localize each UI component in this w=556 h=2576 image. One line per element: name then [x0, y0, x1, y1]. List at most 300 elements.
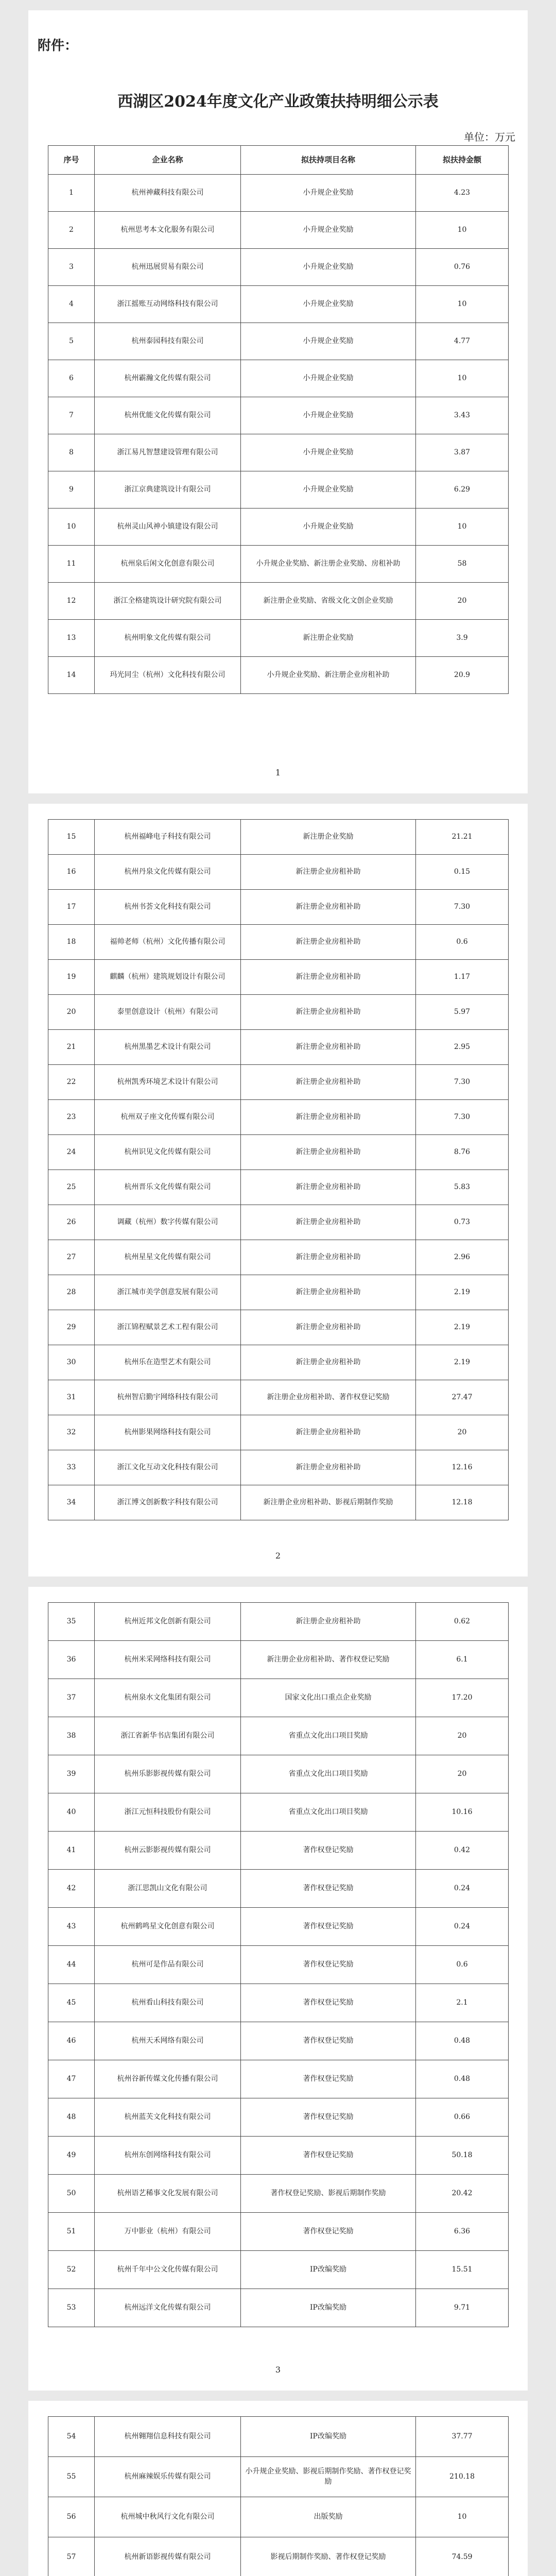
amount: 6.1: [416, 1641, 509, 1679]
table-body: [48, 175, 509, 694]
document-title: 西湖区2024年度文化产业政策扶持明细公示表: [117, 93, 439, 111]
row-number: 55: [48, 2457, 95, 2497]
company-name: 泰里创意设计（杭州）有限公司: [95, 995, 241, 1030]
amount: 7.30: [416, 890, 509, 925]
page-number: 2: [275, 1551, 281, 1561]
company-name: 杭州东创网络科技有限公司: [95, 2137, 241, 2175]
row-number: 4: [48, 286, 95, 323]
amount: 15.51: [416, 2251, 509, 2289]
project-name: 著作权登记奖励: [241, 2213, 416, 2251]
amount: 12.16: [416, 1450, 509, 1485]
amount: 6.29: [416, 471, 509, 509]
company-name: 浙江文化互动文化科技有限公司: [95, 1450, 241, 1485]
page-2: [28, 804, 528, 1577]
amount: 0.42: [416, 1832, 509, 1870]
amount: 4.23: [416, 175, 509, 212]
company-name: 杭州双子座文化传媒有限公司: [95, 1100, 241, 1135]
company-name: 杭州书荟文化科技有限公司: [95, 890, 241, 925]
table-row: [48, 855, 509, 890]
row-number: 53: [48, 2289, 95, 2327]
company-name: 杭州麻辣娱乐传媒有限公司: [95, 2457, 241, 2497]
table-row: [48, 1170, 509, 1205]
project-name: 新注册企业房租补助、影视后期制作奖励: [241, 1485, 416, 1520]
project-name: 小升规企业奖励: [241, 434, 416, 471]
amount: 0.15: [416, 855, 509, 890]
table-row: [48, 620, 509, 657]
row-number: 23: [48, 1100, 95, 1135]
company-name: 杭州翱翔信息科技有限公司: [95, 2417, 241, 2457]
amount: 7.30: [416, 1065, 509, 1100]
amount: 50.18: [416, 2137, 509, 2175]
row-number: 31: [48, 1380, 95, 1415]
table-row: [48, 1415, 509, 1450]
amount: 0.66: [416, 2098, 509, 2137]
project-name: 影视后期制作奖励、著作权登记奖励: [241, 2537, 416, 2576]
project-name: 小升规企业奖励、新注册企业房租补助: [241, 657, 416, 694]
table-body: [48, 820, 509, 1520]
amount: 20: [416, 1717, 509, 1755]
project-name: 小升规企业奖励: [241, 212, 416, 249]
project-name: 著作权登记奖励、影视后期制作奖励: [241, 2175, 416, 2213]
project-name: 新注册企业房租补助、著作权登记奖励: [241, 1380, 416, 1415]
amount: 2.96: [416, 1240, 509, 1275]
row-number: 26: [48, 1205, 95, 1240]
project-name: 新注册企业房租补助: [241, 1065, 416, 1100]
project-name: 省重点文化出口项目奖励: [241, 1755, 416, 1793]
amount: 10: [416, 212, 509, 249]
table-row: [48, 657, 509, 694]
project-name: 出版奖励: [241, 2497, 416, 2537]
project-name: 著作权登记奖励: [241, 2098, 416, 2137]
table-row: [48, 2060, 509, 2098]
table-row: [48, 1641, 509, 1679]
project-name: 新注册企业房租补助: [241, 1030, 416, 1065]
company-name: 浙江元恒科技股份有限公司: [95, 1793, 241, 1832]
amount: 20: [416, 1755, 509, 1793]
company-name: 杭州看山科技有限公司: [95, 1984, 241, 2022]
header-company: 企业名称: [95, 146, 241, 175]
table-row: [48, 1908, 509, 1946]
amount: 5.97: [416, 995, 509, 1030]
row-number: 51: [48, 2213, 95, 2251]
project-name: 省重点文化出口项目奖励: [241, 1793, 416, 1832]
project-name: 新注册企业奖励、省级文化文创企业奖励: [241, 583, 416, 620]
row-number: 22: [48, 1065, 95, 1100]
company-name: 杭州凯秀环境艺术设计有限公司: [95, 1065, 241, 1100]
row-number: 47: [48, 2060, 95, 2098]
company-name: 杭州星星文化传媒有限公司: [95, 1240, 241, 1275]
table-header-row: [48, 146, 509, 175]
amount: 7.30: [416, 1100, 509, 1135]
project-name: 著作权登记奖励: [241, 1870, 416, 1908]
company-name: 杭州新语影视传媒有限公司: [95, 2537, 241, 2576]
row-number: 13: [48, 620, 95, 657]
row-number: 54: [48, 2417, 95, 2457]
table-row: [48, 1135, 509, 1170]
amount: 210.18: [416, 2457, 509, 2497]
table-row: [48, 1380, 509, 1415]
row-number: 12: [48, 583, 95, 620]
company-name: 浙江城市美学创意发展有限公司: [95, 1275, 241, 1310]
table-row: [48, 1485, 509, 1520]
table-row: [48, 1205, 509, 1240]
project-name: 著作权登记奖励: [241, 2137, 416, 2175]
row-number: 9: [48, 471, 95, 509]
amount: 27.47: [416, 1380, 509, 1415]
amount: 8.76: [416, 1135, 509, 1170]
amount: 58: [416, 546, 509, 583]
amount: 0.73: [416, 1205, 509, 1240]
amount: 0.6: [416, 1946, 509, 1984]
row-number: 15: [48, 820, 95, 855]
row-number: 14: [48, 657, 95, 694]
project-name: 新注册企业房租补助: [241, 1275, 416, 1310]
amount: 0.76: [416, 249, 509, 286]
row-number: 25: [48, 1170, 95, 1205]
row-number: 45: [48, 1984, 95, 2022]
row-number: 34: [48, 1485, 95, 1520]
table-row: [48, 2417, 509, 2457]
amount: 9.71: [416, 2289, 509, 2327]
company-name: 杭州优能文化传媒有限公司: [95, 397, 241, 434]
amount: 17.20: [416, 1679, 509, 1717]
table-row: [48, 1717, 509, 1755]
project-name: 著作权登记奖励: [241, 1832, 416, 1870]
project-name: 新注册企业房租补助: [241, 925, 416, 960]
company-name: 杭州智启勤宇网络科技有限公司: [95, 1380, 241, 1415]
company-name: 杭州可是作品有限公司: [95, 1946, 241, 1984]
page-3: [28, 1587, 528, 2391]
table-row: [48, 323, 509, 360]
project-name: 著作权登记奖励: [241, 1908, 416, 1946]
amount: 2.95: [416, 1030, 509, 1065]
table-row: [48, 1870, 509, 1908]
table-body: [48, 2417, 509, 2576]
row-number: 57: [48, 2537, 95, 2576]
table-row: [48, 890, 509, 925]
company-name: 杭州霸瀚文化传媒有限公司: [95, 360, 241, 397]
company-name: 杭州晋乐文化传媒有限公司: [95, 1170, 241, 1205]
amount: 12.18: [416, 1485, 509, 1520]
table-row: [48, 925, 509, 960]
company-name: 杭州远洋文化传媒有限公司: [95, 2289, 241, 2327]
amount: 2.19: [416, 1275, 509, 1310]
company-name: 杭州泉水文化集团有限公司: [95, 1679, 241, 1717]
company-name: 杭州乐影影视传媒有限公司: [95, 1755, 241, 1793]
amount: 20: [416, 583, 509, 620]
row-number: 41: [48, 1832, 95, 1870]
project-name: 小升规企业奖励、新注册企业奖励、房租补助: [241, 546, 416, 583]
amount: 0.24: [416, 1908, 509, 1946]
company-name: 杭州迅展贸易有限公司: [95, 249, 241, 286]
project-name: IP改编奖励: [241, 2417, 416, 2457]
subsidy-table-page-4: [48, 2416, 509, 2576]
row-number: 10: [48, 509, 95, 546]
project-name: 小升规企业奖励: [241, 397, 416, 434]
row-number: 8: [48, 434, 95, 471]
row-number: 28: [48, 1275, 95, 1310]
table-row: [48, 2251, 509, 2289]
company-name: 浙江锦程赋景艺术工程有限公司: [95, 1310, 241, 1345]
company-name: 浙江全格建筑设计研究院有限公司: [95, 583, 241, 620]
company-name: 杭州千年中公文化传媒有限公司: [95, 2251, 241, 2289]
table-row: [48, 2175, 509, 2213]
project-name: 著作权登记奖励: [241, 1984, 416, 2022]
company-name: 杭州黑墨艺术设计有限公司: [95, 1030, 241, 1065]
company-name: 杭州识见文化传媒有限公司: [95, 1135, 241, 1170]
project-name: 新注册企业房租补助: [241, 1415, 416, 1450]
amount: 4.77: [416, 323, 509, 360]
table-row: [48, 1603, 509, 1641]
amount: 10: [416, 2497, 509, 2537]
table-row: [48, 2213, 509, 2251]
table-row: [48, 820, 509, 855]
row-number: 24: [48, 1135, 95, 1170]
row-number: 40: [48, 1793, 95, 1832]
page-4: [28, 2401, 528, 2576]
row-number: 39: [48, 1755, 95, 1793]
amount: 3.43: [416, 397, 509, 434]
company-name: 杭州语艺稀事文化发展有限公司: [95, 2175, 241, 2213]
table-row: [48, 1310, 509, 1345]
table-row: [48, 509, 509, 546]
company-name: 杭州丹泉文化传媒有限公司: [95, 855, 241, 890]
company-name: 浙江摇账互动网络科技有限公司: [95, 286, 241, 323]
amount: 0.48: [416, 2022, 509, 2060]
company-name: 麒麟（杭州）建筑规划设计有限公司: [95, 960, 241, 995]
subsidy-table-page-1: [48, 145, 509, 694]
table-row: [48, 212, 509, 249]
table-row: [48, 2497, 509, 2537]
company-name: 杭州福峰电子科技有限公司: [95, 820, 241, 855]
company-name: 浙江思凯山文化有限公司: [95, 1870, 241, 1908]
project-name: 新注册企业奖励: [241, 820, 416, 855]
table-row: [48, 1946, 509, 1984]
company-name: 杭州神藏科技有限公司: [95, 175, 241, 212]
company-name: 杭州乐在造型艺术有限公司: [95, 1345, 241, 1380]
project-name: 新注册企业房租补助: [241, 855, 416, 890]
project-name: 小升规企业奖励: [241, 249, 416, 286]
table-row: [48, 1030, 509, 1065]
amount: 1.17: [416, 960, 509, 995]
amount: 2.1: [416, 1984, 509, 2022]
row-number: 36: [48, 1641, 95, 1679]
amount: 3.9: [416, 620, 509, 657]
company-name: 杭州米采网络科技有限公司: [95, 1641, 241, 1679]
row-number: 42: [48, 1870, 95, 1908]
page-1: [28, 10, 528, 793]
company-name: 浙江博文创新数字科技有限公司: [95, 1485, 241, 1520]
company-name: 杭州鹤鸣星文化创意有限公司: [95, 1908, 241, 1946]
company-name: 杭州天禾网络有限公司: [95, 2022, 241, 2060]
row-number: 2: [48, 212, 95, 249]
header-amount: 拟扶持金额: [416, 146, 509, 175]
project-name: 新注册企业房租补助: [241, 1345, 416, 1380]
row-number: 19: [48, 960, 95, 995]
table-row: [48, 995, 509, 1030]
table-row: [48, 546, 509, 583]
project-name: 小升规企业奖励: [241, 286, 416, 323]
amount: 10: [416, 509, 509, 546]
amount: 5.83: [416, 1170, 509, 1205]
amount: 6.36: [416, 2213, 509, 2251]
header-project: 拟扶持项目名称: [241, 146, 416, 175]
project-name: 新注册企业房租补助: [241, 1603, 416, 1641]
table-row: [48, 583, 509, 620]
company-name: 玛光同尘（杭州）文化科技有限公司: [95, 657, 241, 694]
amount: 0.48: [416, 2060, 509, 2098]
table-row: [48, 286, 509, 323]
project-name: 著作权登记奖励: [241, 1946, 416, 1984]
project-name: 著作权登记奖励: [241, 2022, 416, 2060]
table-row: [48, 1065, 509, 1100]
row-number: 3: [48, 249, 95, 286]
table-row: [48, 471, 509, 509]
company-name: 浙江京典建筑设计有限公司: [95, 471, 241, 509]
subsidy-table-page-2: [48, 819, 509, 1520]
table-row: [48, 397, 509, 434]
project-name: 小升规企业奖励: [241, 175, 416, 212]
project-name: 新注册企业房租补助: [241, 1100, 416, 1135]
table-row: [48, 360, 509, 397]
table-row: [48, 1679, 509, 1717]
page-number: 1: [275, 768, 281, 777]
project-name: 国家文化出口重点企业奖励: [241, 1679, 416, 1717]
row-number: 30: [48, 1345, 95, 1380]
project-name: 小升规企业奖励: [241, 509, 416, 546]
table-row: [48, 1755, 509, 1793]
table-row: [48, 2537, 509, 2576]
amount: 0.24: [416, 1870, 509, 1908]
row-number: 1: [48, 175, 95, 212]
row-number: 5: [48, 323, 95, 360]
company-name: 杭州思考本文化服务有限公司: [95, 212, 241, 249]
project-name: 新注册企业房租补助: [241, 1450, 416, 1485]
row-number: 56: [48, 2497, 95, 2537]
table-row: [48, 1345, 509, 1380]
row-number: 46: [48, 2022, 95, 2060]
amount: 0.62: [416, 1603, 509, 1641]
row-number: 17: [48, 890, 95, 925]
company-name: 杭州泰园科技有限公司: [95, 323, 241, 360]
attachment-label: 附件：: [38, 38, 78, 54]
table-row: [48, 175, 509, 212]
amount: 2.19: [416, 1345, 509, 1380]
company-name: 杭州云影影视传媒有限公司: [95, 1832, 241, 1870]
subsidy-table-page-3: [48, 1602, 509, 2327]
project-name: 小升规企业奖励: [241, 471, 416, 509]
project-name: 新注册企业房租补助: [241, 890, 416, 925]
company-name: 杭州影果网络科技有限公司: [95, 1415, 241, 1450]
table-row: [48, 1832, 509, 1870]
row-number: 44: [48, 1946, 95, 1984]
row-number: 50: [48, 2175, 95, 2213]
project-name: IP改编奖励: [241, 2289, 416, 2327]
table-row: [48, 1793, 509, 1832]
project-name: IP改编奖励: [241, 2251, 416, 2289]
project-name: 新注册企业房租补助: [241, 960, 416, 995]
project-name: 小升规企业奖励、影视后期制作奖励、著作权登记奖励: [241, 2457, 416, 2497]
amount: 20.9: [416, 657, 509, 694]
row-number: 16: [48, 855, 95, 890]
project-name: 新注册企业奖励: [241, 620, 416, 657]
amount: 21.21: [416, 820, 509, 855]
project-name: 著作权登记奖励: [241, 2060, 416, 2098]
table-row: [48, 2137, 509, 2175]
table-row: [48, 434, 509, 471]
table-row: [48, 1240, 509, 1275]
row-number: 43: [48, 1908, 95, 1946]
table-row: [48, 1984, 509, 2022]
company-name: 浙江易凡智慧建设管理有限公司: [95, 434, 241, 471]
row-number: 7: [48, 397, 95, 434]
company-name: 杭州蓝芙文化科技有限公司: [95, 2098, 241, 2137]
amount: 20.42: [416, 2175, 509, 2213]
project-name: 新注册企业房租补助: [241, 1135, 416, 1170]
row-number: 38: [48, 1717, 95, 1755]
row-number: 33: [48, 1450, 95, 1485]
project-name: 新注册企业房租补助: [241, 1170, 416, 1205]
table-row: [48, 2098, 509, 2137]
company-name: 杭州灵山风神小镇建设有限公司: [95, 509, 241, 546]
unit-label: 单位：万元: [464, 131, 515, 143]
table-body: [48, 1603, 509, 2327]
company-name: 调藏（杭州）数字传媒有限公司: [95, 1205, 241, 1240]
row-number: 48: [48, 2098, 95, 2137]
row-number: 35: [48, 1603, 95, 1641]
project-name: 新注册企业房租补助: [241, 1310, 416, 1345]
company-name: 杭州泉后闲文化创意有限公司: [95, 546, 241, 583]
amount: 0.6: [416, 925, 509, 960]
page-number: 3: [275, 2365, 281, 2375]
project-name: 新注册企业房租补助、著作权登记奖励: [241, 1641, 416, 1679]
amount: 10.16: [416, 1793, 509, 1832]
table-row: [48, 2289, 509, 2327]
company-name: 浙江省新华书店集团有限公司: [95, 1717, 241, 1755]
table-row: [48, 960, 509, 995]
row-number: 6: [48, 360, 95, 397]
company-name: 福帅老师（杭州）文化传播有限公司: [95, 925, 241, 960]
header-no: 序号: [48, 146, 95, 175]
project-name: 小升规企业奖励: [241, 360, 416, 397]
project-name: 省重点文化出口项目奖励: [241, 1717, 416, 1755]
company-name: 杭州近邦文化创新有限公司: [95, 1603, 241, 1641]
project-name: 小升规企业奖励: [241, 323, 416, 360]
row-number: 21: [48, 1030, 95, 1065]
amount: 37.77: [416, 2417, 509, 2457]
table-row: [48, 1450, 509, 1485]
row-number: 11: [48, 546, 95, 583]
amount: 3.87: [416, 434, 509, 471]
amount: 20: [416, 1415, 509, 1450]
amount: 10: [416, 286, 509, 323]
company-name: 杭州谷新传媒文化传播有限公司: [95, 2060, 241, 2098]
row-number: 37: [48, 1679, 95, 1717]
table-row: [48, 2457, 509, 2497]
row-number: 52: [48, 2251, 95, 2289]
row-number: 20: [48, 995, 95, 1030]
table-row: [48, 1100, 509, 1135]
project-name: 新注册企业房租补助: [241, 995, 416, 1030]
amount: 74.59: [416, 2537, 509, 2576]
company-name: 杭州城中秋风行文化有限公司: [95, 2497, 241, 2537]
amount: 10: [416, 360, 509, 397]
project-name: 新注册企业房租补助: [241, 1240, 416, 1275]
row-number: 49: [48, 2137, 95, 2175]
amount: 2.19: [416, 1310, 509, 1345]
company-name: 万中影业（杭州）有限公司: [95, 2213, 241, 2251]
table-row: [48, 2022, 509, 2060]
